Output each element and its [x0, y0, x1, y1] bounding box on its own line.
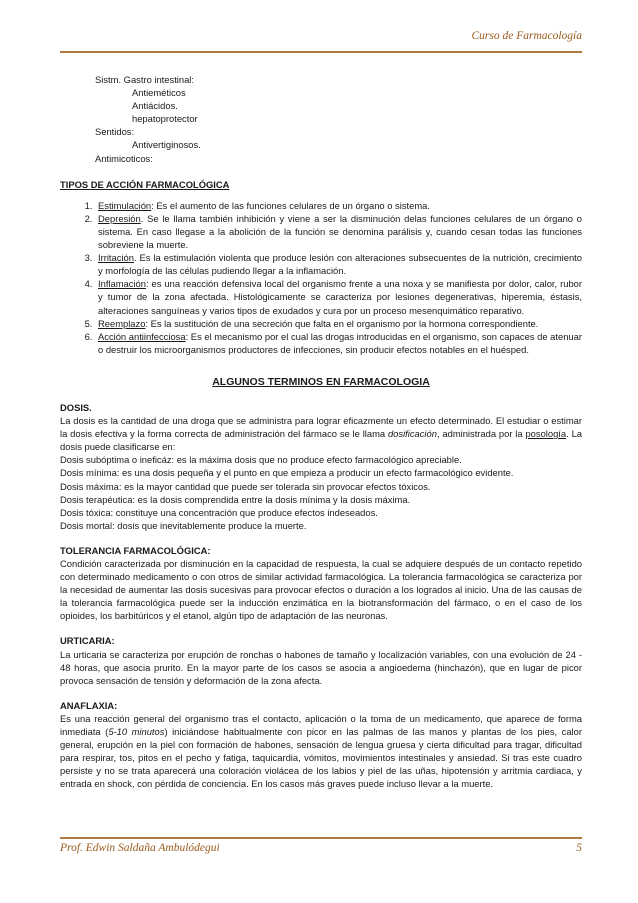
- text-run: Es una reacción general del organismo tras el contacto, aplicación o la toma de un medicamento, que aparece de forma inmediata (: [60, 712, 582, 738]
- top-list-item: Sentidos:: [95, 126, 135, 138]
- top-list-item: Antiácidos.: [132, 100, 178, 112]
- section-title-terminos: ALGUNOS TERMINOS EN FARMACOLOGIA: [212, 375, 430, 388]
- term: Irritación: [98, 252, 134, 264]
- term-text: : es una reacción defensiva local del organismo frente a una noxa y se manifiesta por dolor, calor, rubor y tumor de la zona afectada. Histológicamente se caracteriza por lesiones degenerativas, hiperemia, éstasis, alteraciones sanguíneas y varios tipos de exudados y cura por un proceso mesenquimático reparativo.: [98, 278, 582, 316]
- term-title-anafilaxia: ANAFLAXIA:: [60, 699, 118, 711]
- anafilaxia-paragraph: [60, 712, 582, 791]
- text-run: , administrada por la: [436, 428, 526, 440]
- list-item: [95, 317, 582, 330]
- dosis-paragraph: [60, 414, 582, 453]
- dosis-line: Dosis terapéutica: es la dosis comprendida entre la dosis mínima y la dosis máxima.: [60, 493, 411, 505]
- page-number: 5: [576, 842, 582, 854]
- dosis-line: Dosis tóxica: constituye una concentración que produce efectos indeseados.: [60, 506, 378, 518]
- top-list-item: Antieméticos: [132, 87, 186, 99]
- term: Reemplazo: [98, 317, 146, 329]
- term-title-dosis: DOSIS.: [60, 401, 92, 413]
- text-run: . La dosis puede clasificarse en:: [60, 428, 583, 453]
- dosis-line: Dosis mortal: dosis que inevitablemente produce la muerte.: [60, 519, 307, 531]
- term-text: . Es la estimulación violenta que produce lesión con alteraciones subsecuentes de la nutrición, crecimiento y morfología de las células pudiendo llegar a la inflamación.: [98, 252, 582, 277]
- urticaria-paragraph: La urticaria se caracteriza por erupción de ronchas o habones de tamaño y localización variables, con una evolución de 24 - 48 horas, que asocia prurito. En la mayor parte de los casos se asocia a angioedema (hinchazón), que en lugar de picor provoca sensación de tensión y deformación de la zona afecta.: [60, 648, 582, 686]
- text-run: ) iniciándose habitualmente con picor en las palmas de las manos y plantas de los pies, calor general, erupción en la piel con formación de habones, sensación de lengua gruesa y cierta dificultad para tragar, dificultad para respirar, tos, pitos en el pecho y fatiga, taquicardia, vómitos, movimientos intestinales y ansiedad. Si tras este cuadro persiste y no se trata aparecerá una coloración violácea de los labios y piel de las uñas, hipotensión y arritmia cardiaca, y entrada en shock, con pérdida de conciencia. En los casos más graves puede incluso llevar a la muerte.: [60, 726, 582, 790]
- tolerancia-paragraph: Condición caracterizada por disminución en la capacidad de respuesta, la cual se adquiere después de un contacto repetido con determinado medicamento o con otros de similar actividad farmacológica. La tolerancia farmacológica se caracteriza por la necesidad de aumentar las dosis sucesivas para provocar efectos o duración a los logrados al inicio. Una de las causas de la tolerancia farmacológica puede ser la inducción enzimática en la biotransformación del fármaco, o en el caso de los opioides, los barbitúricos y el etanol, algún tipo de adaptación de las neuronas.: [60, 558, 582, 622]
- page-footer: [60, 842, 582, 854]
- term-dosificacion: dosificación: [387, 428, 437, 440]
- term-title-tolerancia: TOLERANCIA FARMACOLÓGICA:: [60, 544, 211, 556]
- section-title-tipos: TIPOS DE ACCIÓN FARMACOLÓGICA: [60, 178, 230, 190]
- top-list-item: Sistm. Gastro intestinal:: [95, 74, 194, 85]
- list-item: [95, 251, 582, 277]
- term-text: : Es el mecanismo por el cual las drogas introducidas en el organismo, son capaces de atenuar o destruir los microorganismos productores de infecciones, sin producir efectos notables en el huésped.: [98, 330, 582, 355]
- term-posologia: posología: [525, 428, 567, 440]
- page-header: [60, 30, 582, 48]
- header-rule: [60, 51, 582, 53]
- term: Estimulación: [98, 199, 152, 211]
- term-text: : Es la sustitución de una secreción que falta en el organismo por la hormona correspondiente.: [145, 317, 539, 329]
- dosis-line: Dosis máxima: es la mayor cantidad que puede ser tolerada sin provocar efectos tóxicos.: [60, 480, 431, 492]
- top-list: [60, 73, 582, 165]
- term: Depresión: [98, 212, 141, 224]
- list-item: [95, 199, 582, 212]
- top-list-item: Antimicoticos:: [95, 152, 153, 164]
- text-run-italic: 5-10 minutos: [108, 726, 165, 738]
- list-item: [95, 277, 582, 316]
- top-list-item: Antivertiginosos.: [132, 139, 201, 151]
- tipos-list: [60, 199, 582, 356]
- term: Acción antiinfecciosa: [98, 330, 186, 342]
- list-item: [95, 330, 582, 356]
- footer-author: Prof. Edwin Saldaña Ambulódegui: [60, 842, 220, 854]
- page-content: [60, 73, 582, 791]
- term-title-urticaria: URTICARIA:: [60, 635, 115, 647]
- top-list-item: hepatoprotector: [132, 113, 198, 125]
- header-title: Curso de Farmacología: [471, 30, 582, 42]
- list-item: [95, 212, 582, 251]
- footer-rule: [60, 837, 582, 839]
- term-text: : Es el aumento de las funciones celulares de un órgano o sistema.: [151, 199, 430, 211]
- text-run: La dosis es la cantidad de una droga que se administra para lograr eficazmente un efecto determinado. El estudiar o estimar la dosis efectiva y la forma correcta de administración del fármaco se le llama: [60, 415, 582, 440]
- term: Inflamación: [98, 278, 146, 290]
- dosis-line: Dosis subóptima o ineficáz: es la máxima dosis que no produce efecto farmacológico apreciable.: [60, 454, 462, 466]
- term-text: . Se le llama también inhibición y viene a ser la disminución delas funciones celulares de un órgano o sistema. En caso llegase a la abolición de la función se denomina parálisis y, cuando cesan todas las funciones sobreviene la muerte.: [98, 212, 582, 251]
- dosis-line: Dosis mínima: es una dosis pequeña y el punto en que empieza a producir un efecto farmacológico evidente.: [60, 467, 514, 479]
